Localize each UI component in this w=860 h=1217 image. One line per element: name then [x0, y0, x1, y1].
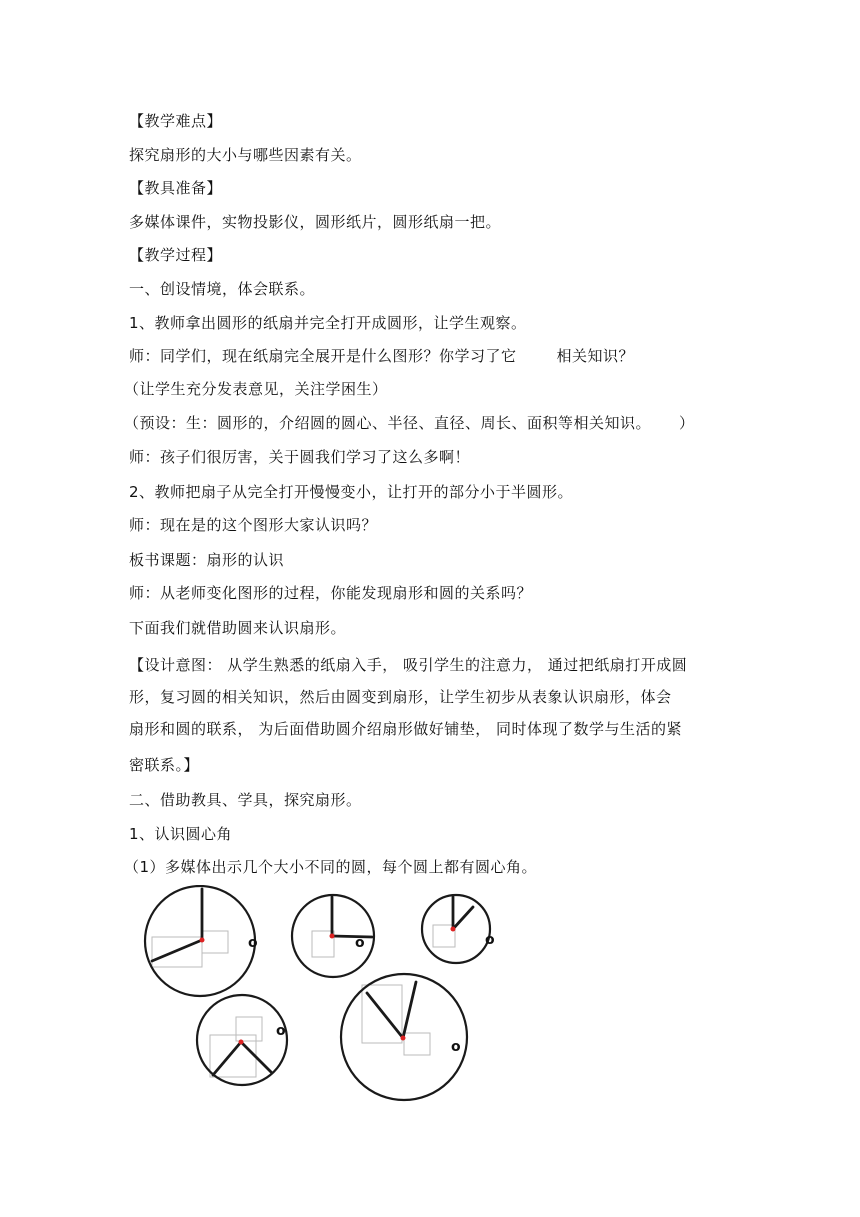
section-1-paragraph-10: 下面我们就借助圆来认识扇形。 — [129, 619, 347, 637]
section-1-paragraph-5: 师：孩子们很厉害，关于圆我们学习了这么多啊！ — [129, 448, 471, 466]
paragraph-2-part-b: 相关知识？ — [556, 347, 635, 365]
label-o-3: o — [485, 932, 495, 948]
section-1-paragraph-2 — [129, 346, 634, 366]
section-1-paragraph-7: 师：现在是的这个图形大家认识吗？ — [129, 516, 378, 534]
section-1-paragraph-1: 1、教师拿出圆形的纸扇并完全打开成圆形，让学生观察。 — [129, 314, 527, 332]
paragraph-4-part-a: （预设：生：圆形的，介绍圆的圆心、半径、直径、周长、面积等相关知识。 — [124, 414, 652, 432]
label-o-5: o — [451, 1039, 461, 1055]
materials-text: 多媒体课件，实物投影仪，圆形纸片，圆形纸扇一把。 — [129, 213, 502, 231]
section-2-paragraph-2: （1）多媒体出示几个大小不同的圆，每个圆上都有圆心角。 — [124, 858, 538, 876]
circle-3 — [422, 895, 490, 963]
label-o-1: o — [248, 935, 258, 951]
difficulty-text: 探究扇形的大小与哪些因素有关。 — [129, 146, 362, 164]
section-1-paragraph-3: （让学生充分发表意见，关注学困生） — [124, 380, 388, 398]
section-1-paragraph-8: 板书课题：扇形的认识 — [129, 551, 285, 569]
section-1-paragraph-9: 师：从老师变化图形的过程，你能发现扇形和圆的关系吗？ — [129, 584, 533, 602]
heading-teaching-process: 【教学过程】 — [129, 246, 223, 264]
paragraph-4-part-b: ） — [679, 414, 695, 432]
section-2-title: 二、借助教具、学具，探究扇形。 — [129, 791, 362, 809]
design-intent-line-1: 【设计意图： 从学生熟悉的纸扇入手， 吸引学生的注意力， 通过把纸扇打开成圆 — [129, 656, 688, 674]
section-1-paragraph-6: 2、教师把扇子从完全打开慢慢变小，让打开的部分小于半圆形。 — [129, 483, 574, 501]
section-2-paragraph-1: 1、认识圆心角 — [129, 825, 233, 843]
section-1-paragraph-4 — [124, 413, 695, 433]
design-intent-line-2: 形，复习圆的相关知识，然后由圆变到扇形，让学生初步从表象认识扇形，体会 — [129, 688, 672, 706]
section-1-title: 一、创设情境，体会联系。 — [129, 280, 316, 298]
heading-teaching-materials: 【教具准备】 — [129, 179, 223, 197]
label-o-4: o — [276, 1023, 286, 1039]
label-o-2: o — [355, 935, 365, 951]
heading-teaching-difficulty: 【教学难点】 — [129, 112, 223, 130]
design-intent-line-4: 密联系。】 — [129, 756, 200, 774]
central-angle-circles-figure — [140, 885, 520, 1110]
paragraph-2-part-a: 师：同学们，现在纸扇完全展开是什么图形？你学习了它 — [129, 347, 517, 365]
design-intent-line-3: 扇形和圆的联系， 为后面借助圆介绍扇形做好铺垫， 同时体现了数学与生活的紧 — [129, 720, 683, 738]
